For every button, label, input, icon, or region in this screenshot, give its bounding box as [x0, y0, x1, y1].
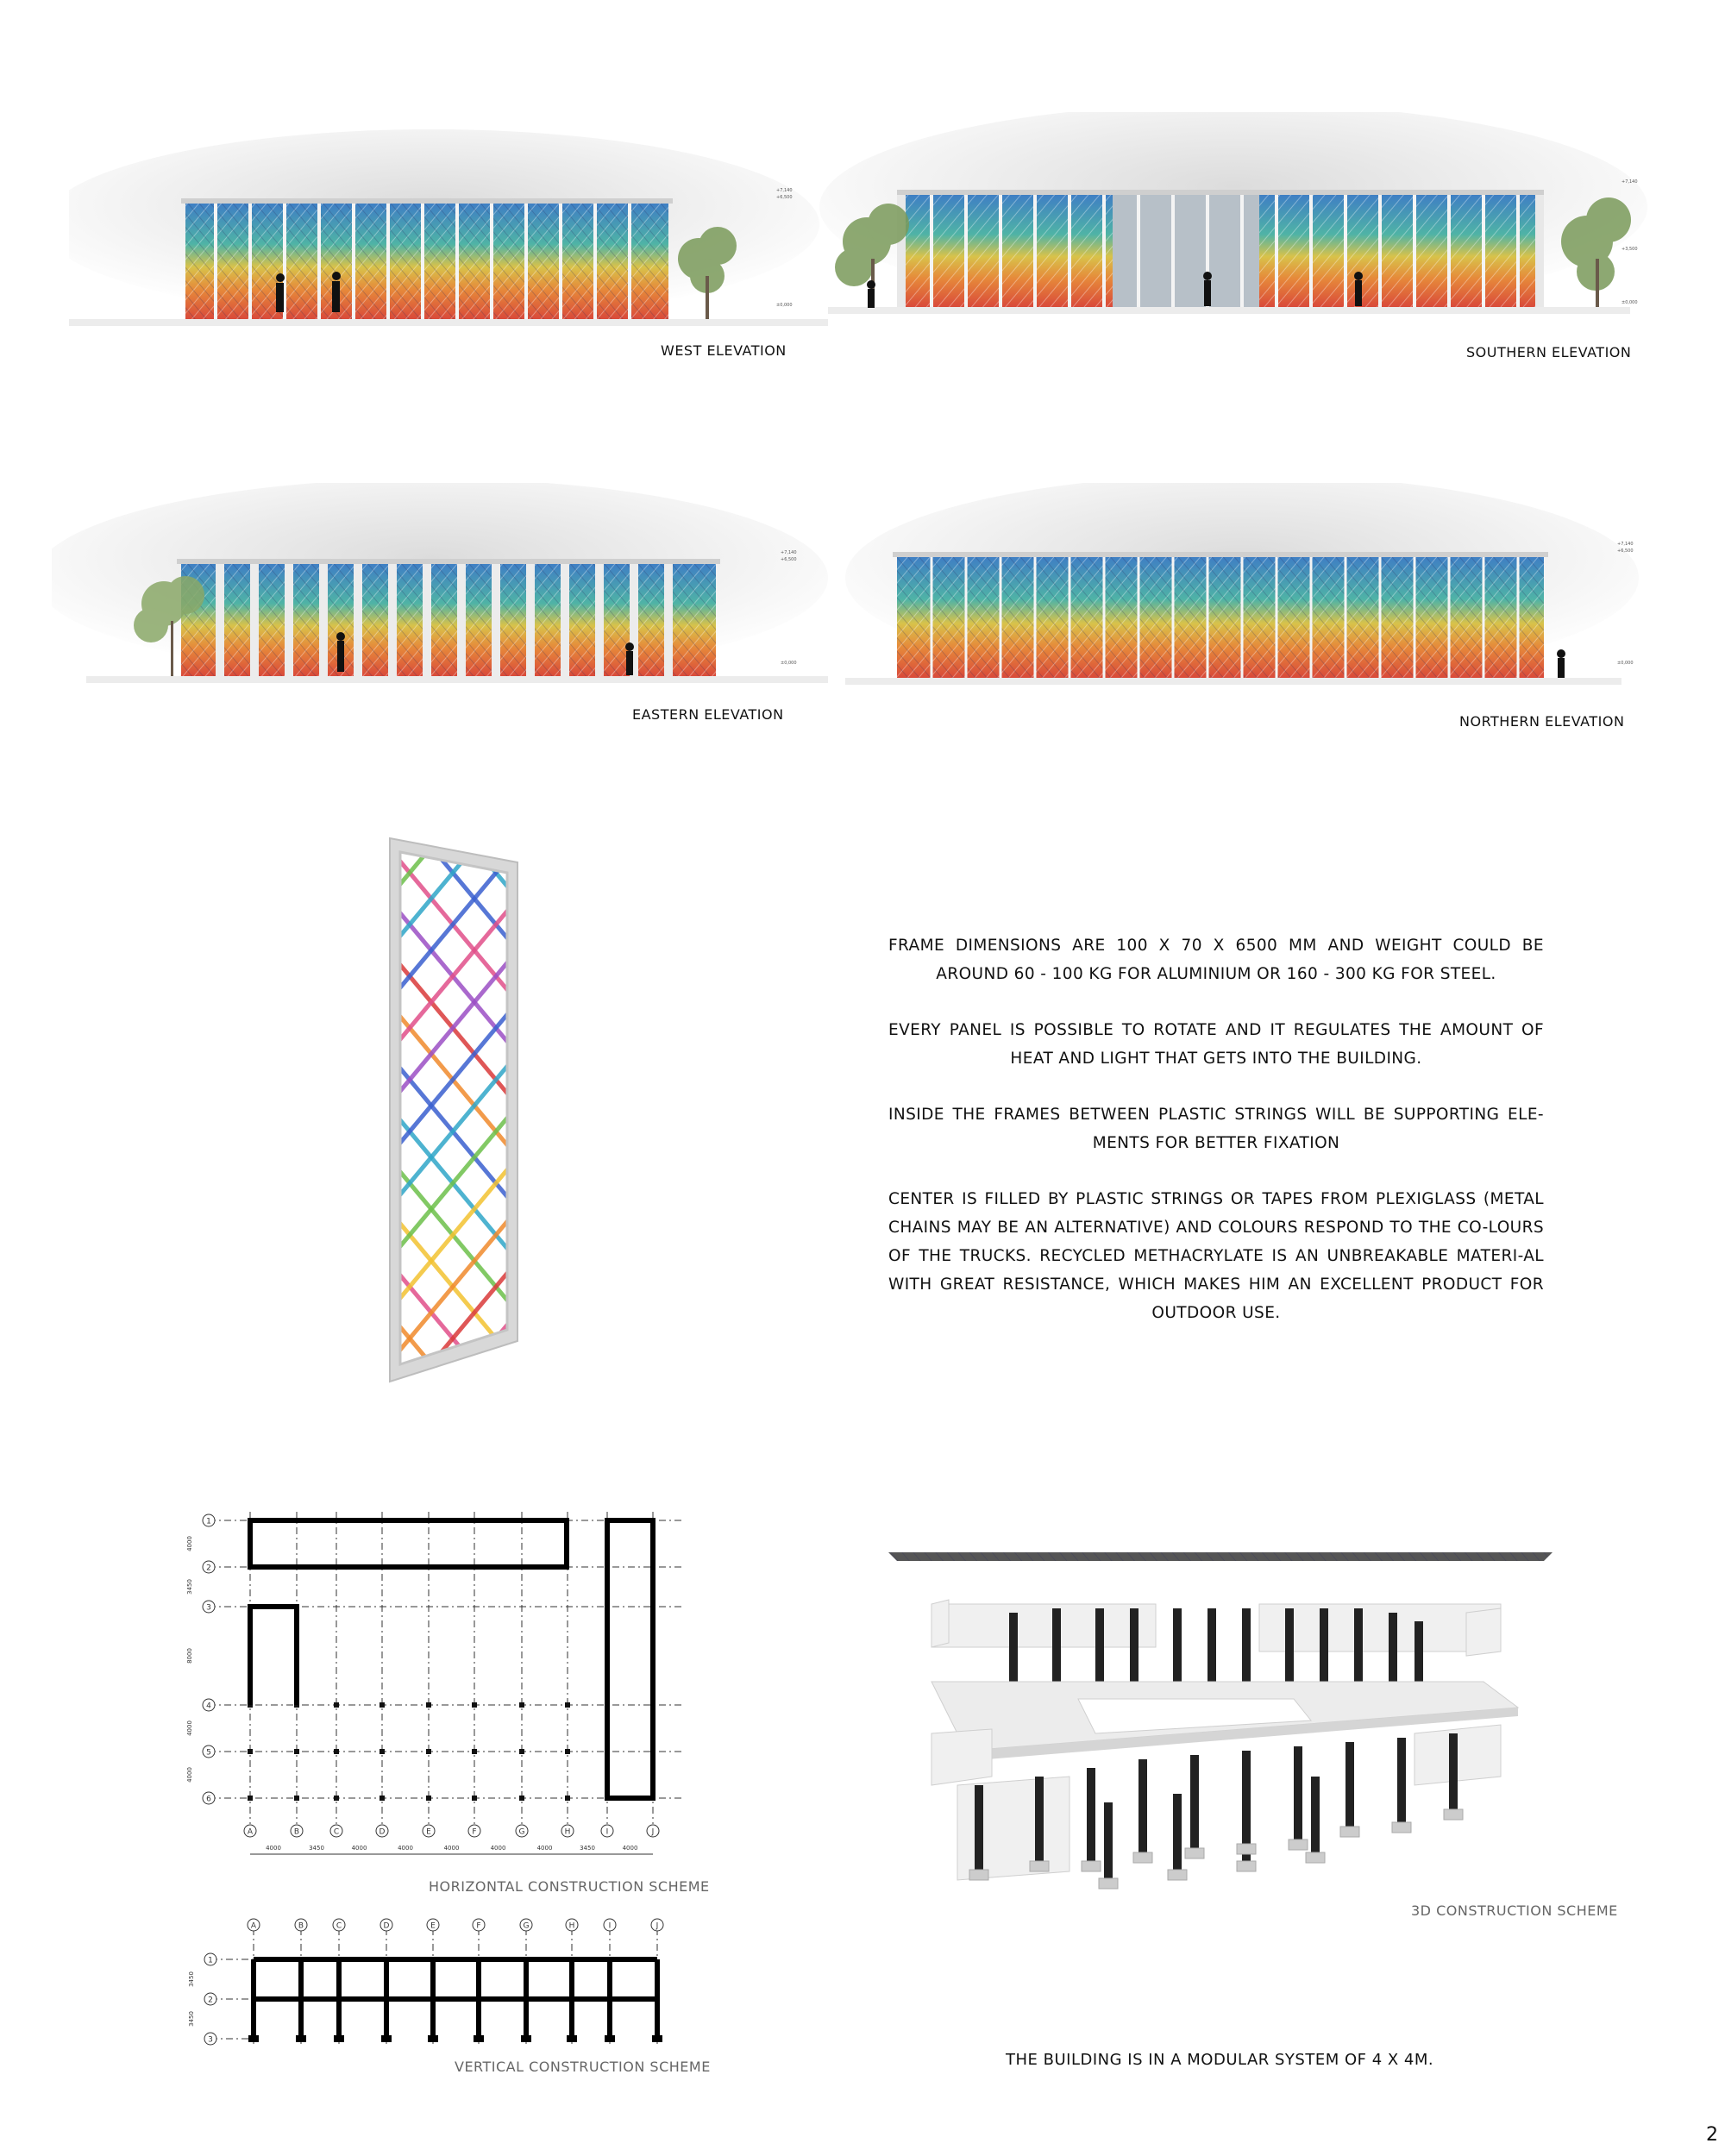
svg-text:+3,500: +3,500 [1622, 247, 1638, 252]
svg-text:A: A [247, 1827, 254, 1837]
dimension-label: 4000 [536, 1845, 553, 1852]
column-node [519, 1749, 524, 1754]
3d-construction-scheme [880, 1526, 1570, 1927]
svg-text:I: I [605, 1827, 609, 1837]
column-node [334, 1702, 339, 1708]
column-axis-bubble [601, 1825, 613, 1837]
svg-text:4: 4 [206, 1702, 211, 1711]
dimension-label: 4000 [351, 1845, 367, 1852]
svg-text:±0,000: ±0,000 [781, 661, 797, 666]
column-node [248, 1749, 253, 1754]
column-axis-bubble [561, 1825, 574, 1837]
column-axis-bubble [647, 1825, 659, 1837]
column-axis-bubble [330, 1825, 342, 1837]
svg-text:I: I [608, 1921, 612, 1931]
column-node [334, 1796, 339, 1801]
southern-elevation-drawing [819, 112, 1647, 336]
svg-text:F: F [476, 1921, 481, 1931]
svg-text:D: D [383, 1921, 390, 1931]
dimension-label: 4000 [398, 1845, 413, 1852]
column-node [380, 1796, 385, 1801]
dimension-label: 3450 [580, 1845, 595, 1852]
column-axis-bubble [291, 1825, 303, 1837]
svg-text:+7,140: +7,140 [776, 188, 793, 193]
dimension-label: 4000 [186, 1720, 193, 1736]
column-axis-bubble [473, 1919, 485, 1931]
footing [652, 2035, 662, 2042]
description-frame-dimensions: FRAME DIMENSIONS ARE 100 X 70 X 6500 MM AND WEIGHT COULD BE AROUND 60 - 100 KG FOR ALUMINIUM OR 160 - 300 KG FOR STEEL. [888, 937, 1544, 983]
description-text [888, 931, 1544, 1355]
column-node [565, 1749, 570, 1754]
row-axis-bubble [203, 1792, 215, 1804]
column-node [519, 1796, 524, 1801]
svg-text:A: A [250, 1921, 257, 1931]
wall-block-west [250, 1607, 297, 1705]
eastern-elevation-drawing [52, 483, 845, 690]
svg-text:±0,000: ±0,000 [776, 303, 793, 308]
svg-text:3: 3 [208, 2035, 213, 2045]
column-node [380, 1702, 385, 1708]
svg-text:J: J [651, 1827, 655, 1837]
svg-text:C: C [336, 1921, 342, 1931]
column-node [426, 1702, 431, 1708]
svg-text:2: 2 [208, 1996, 213, 2005]
footing [474, 2035, 484, 2042]
horizontal-scheme-label: HORIZONTAL CONSTRUCTION SCHEME [429, 1878, 710, 1895]
dimension-label: 4000 [186, 1536, 193, 1551]
svg-text:H: H [564, 1827, 571, 1837]
footing [567, 2035, 577, 2042]
column-node [294, 1749, 299, 1754]
wall-block-north [250, 1520, 567, 1567]
column-node [294, 1796, 299, 1801]
svg-text:+6,500: +6,500 [781, 557, 797, 562]
description-supporting-elements: INSIDE THE FRAMES BETWEEN PLASTIC STRINGS WILL BE SUPPORTING ELE-MENTS FOR BETTER FIXATION [888, 1106, 1544, 1152]
svg-text:G: G [518, 1827, 525, 1837]
column-axis-bubble [244, 1825, 256, 1837]
dimension-label: 4000 [186, 1767, 193, 1783]
vertical-scheme-label: VERTICAL CONSTRUCTION SCHEME [455, 2059, 711, 2075]
svg-text:+7,140: +7,140 [1617, 542, 1634, 547]
column-node [472, 1796, 477, 1801]
svg-text:J: J [656, 1921, 659, 1931]
row-axis-bubble [204, 2033, 216, 2045]
row-axis-bubble [203, 1699, 215, 1711]
footing [296, 2035, 306, 2042]
svg-text:+7,140: +7,140 [781, 550, 797, 555]
svg-text:E: E [430, 1921, 436, 1931]
column-axis-bubble [376, 1825, 388, 1837]
column-node [380, 1749, 385, 1754]
svg-text:3: 3 [206, 1603, 211, 1613]
row-axis-bubble [203, 1514, 215, 1526]
svg-text:5: 5 [206, 1748, 211, 1758]
column-axis-bubble [651, 1919, 663, 1931]
dimension-label: 3450 [188, 1971, 195, 1987]
west-elevation-drawing [69, 129, 845, 336]
modular-system-note: THE BUILDING IS IN A MODULAR SYSTEM OF 4 X 4M. [1006, 2051, 1434, 2069]
column-axis-bubble [423, 1825, 435, 1837]
svg-text:1: 1 [206, 1517, 211, 1526]
west-elevation-label: WEST ELEVATION [661, 342, 787, 359]
column-axis-bubble [333, 1919, 345, 1931]
dimension-label: 4000 [266, 1845, 281, 1852]
panel-detail-drawing [380, 837, 526, 1392]
column-node [519, 1702, 524, 1708]
svg-text:+6,500: +6,500 [776, 195, 793, 200]
svg-text:+7,140: +7,140 [1622, 179, 1638, 185]
page-number: 2 [1706, 2124, 1718, 2146]
column-axis-bubble [566, 1919, 578, 1931]
column-axis-bubble [380, 1919, 392, 1931]
footing [248, 2035, 259, 2042]
svg-text:B: B [293, 1827, 300, 1837]
column-axis-bubble [604, 1919, 616, 1931]
column-axis-bubble [295, 1919, 307, 1931]
dimension-label: 3450 [188, 2011, 195, 2027]
column-axis-bubble [427, 1919, 439, 1931]
svg-text:2: 2 [206, 1564, 211, 1573]
svg-text:±0,000: ±0,000 [1617, 661, 1634, 666]
column-axis-bubble [468, 1825, 480, 1837]
svg-text:E: E [426, 1827, 431, 1837]
column-node [248, 1796, 253, 1801]
row-axis-bubble [204, 1953, 216, 1965]
dimension-label: 4000 [443, 1845, 460, 1852]
eastern-elevation-label: EASTERN ELEVATION [632, 706, 784, 723]
column-node [472, 1749, 477, 1754]
svg-text:1: 1 [208, 1956, 213, 1965]
dimension-label: 3450 [309, 1845, 324, 1852]
northern-elevation-drawing [845, 483, 1639, 699]
row-axis-bubble [203, 1745, 215, 1758]
column-node [334, 1749, 339, 1754]
row-axis-bubble [203, 1601, 215, 1613]
footing [381, 2035, 392, 2042]
column-axis-bubble [520, 1919, 532, 1931]
horizontal-construction-scheme [181, 1505, 699, 1879]
vertical-construction-scheme [181, 1915, 699, 2056]
column-axis-bubble [516, 1825, 528, 1837]
svg-text:D: D [379, 1827, 386, 1837]
row-axis-bubble [204, 1993, 216, 2005]
footing [521, 2035, 531, 2042]
svg-text:B: B [298, 1921, 304, 1931]
svg-text:G: G [523, 1921, 530, 1931]
description-panel-rotation: EVERY PANEL IS POSSIBLE TO ROTATE AND IT REGULATES THE AMOUNT OF HEAT AND LIGHT THAT GETS INTO THE BUILDING. [888, 1021, 1544, 1068]
svg-text:F: F [472, 1827, 477, 1837]
column-axis-bubble [248, 1919, 260, 1931]
dimension-label: 3450 [186, 1579, 193, 1595]
column-node [426, 1749, 431, 1754]
3d-scheme-label: 3D CONSTRUCTION SCHEME [1411, 1902, 1618, 1919]
svg-text:6: 6 [206, 1795, 211, 1804]
footing [428, 2035, 438, 2042]
northern-elevation-label: NORTHERN ELEVATION [1459, 713, 1625, 730]
wall-block-east [607, 1520, 653, 1798]
dimension-label: 8000 [186, 1648, 193, 1664]
column-node [565, 1702, 570, 1708]
footing [605, 2035, 615, 2042]
southern-elevation-label: SOUTHERN ELEVATION [1466, 344, 1632, 360]
column-node [426, 1796, 431, 1801]
svg-text:±0,000: ±0,000 [1622, 300, 1638, 305]
svg-text:C: C [333, 1827, 340, 1837]
column-node [472, 1702, 477, 1708]
footing [334, 2035, 344, 2042]
dimension-label: 4000 [622, 1845, 638, 1852]
row-axis-bubble [203, 1561, 215, 1573]
svg-text:+6,500: +6,500 [1617, 548, 1634, 554]
column-node [565, 1796, 570, 1801]
svg-text:H: H [568, 1921, 575, 1931]
description-materials: CENTER IS FILLED BY PLASTIC STRINGS OR TAPES FROM PLEXIGLASS (METAL CHAINS MAY BE AN ALTERNATIVE) AND COLOURS RESPOND TO THE CO-LOURS OF THE TRUCKS. RECYCLED METHACRYLATE IS AN UNBREAKABLE MATERI-AL WITH GREAT RESISTANCE, WHICH MAKES HIM AN EXCELLENT PRODUCT FOR OUTDOOR USE. [888, 1190, 1544, 1322]
dimension-label: 4000 [490, 1845, 506, 1852]
